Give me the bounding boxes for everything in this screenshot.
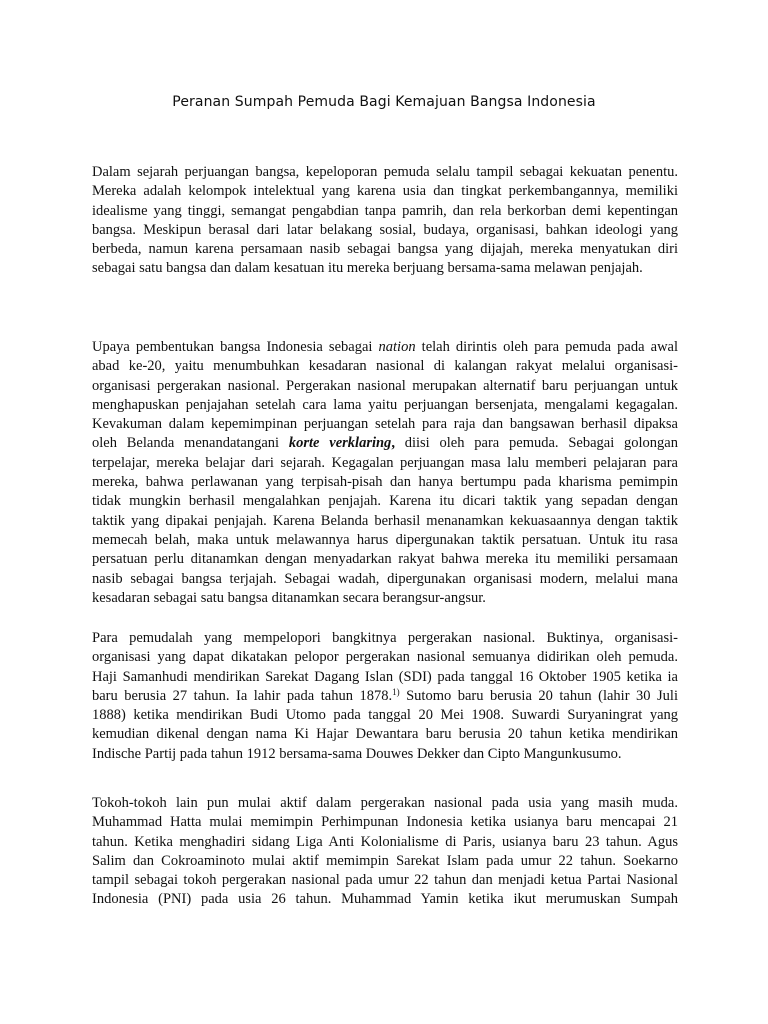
paragraph-line: memecah belah, maka untuk melawannya harus dipergunakan taktik persatuan. Untuk itu rasa [92, 531, 678, 548]
paragraph-line: bangsa. Meskipun berasal dari latar belakang sosial, budaya, organisasi, bahkan ideologi yang [92, 221, 678, 238]
paragraph-line: tahun. Ketika menghadiri sidang Liga Anti Kolonialisme di Paris, usianya baru 23 tahun. Agus [92, 833, 678, 850]
paragraph-line: organisasi pergerakan nasional. Pergerakan nasional merupakan alternatif baru perjuangan untuk [92, 377, 678, 394]
paragraph-3 [92, 629, 678, 764]
paragraph-line: tampil sebagai tokoh pergerakan nasional pada umur 22 tahun dan menjadi ketua Partai Nasional [92, 872, 678, 889]
paragraph-line: nasib sebagai bangsa terjajah. Sebagai wadah, dipergunakan organisasi modern, melalui mana [92, 570, 678, 587]
footnote-reference: 1) [392, 686, 400, 697]
text-run: oleh Belanda menandatangani [92, 435, 289, 452]
paragraph-line: Salim dan Cokroaminoto mulai aktif memimpin Sarekat Islam pada umur 22 tahun. Soekarno [92, 852, 678, 869]
paragraph-line: Indische Partij pada tahun 1912 bersama-sama Douwes Dekker dan Cipto Mangunkusumo. [92, 745, 622, 762]
paragraph-line: Kevakuman dalam kepemimpinan perjuangan setelah para raja dan bangsawan berhasil dipaksa [92, 416, 678, 433]
bold-italic-term-korte-verklaring: korte verklaring [288, 435, 392, 452]
text-run: telah dirintis oleh para pemuda pada awal [415, 339, 679, 355]
paragraph-line: Para pemudalah yang mempelopori bangkitnya pergerakan nasional. Buktinya, organisasi- [92, 630, 678, 646]
document-title: Peranan Sumpah Pemuda Bagi Kemajuan Bangsa Indonesia [172, 94, 596, 110]
paragraph-line: menghapuskan penjajahan setelah cara lama yaitu perjuangan bersenjata, mengalami kegagalan. [92, 396, 678, 413]
paragraph-line: taktik yang dipakai penjajah. Karena Belanda berhasil menanamkan kekuasaannya dengan taktik [92, 512, 678, 529]
text-run: diisi oleh para pemuda. Sebagai golongan [394, 435, 678, 452]
paragraph-line [92, 338, 678, 357]
text-run: Sutomo baru berusia 20 tahun (lahir 30 Juli [399, 687, 678, 704]
text-run: baru berusia 27 tahun. Ia lahir pada tahun 1878. [92, 687, 393, 704]
paragraph-1 [92, 163, 678, 279]
paragraph-line: idealisme yang tinggi, semangat pengabdian tanpa pamrih, dan rela berkorban demi kepentingan [92, 202, 678, 219]
paragraph-line: kemudian dikenal dengan nama Ki Hajar Dewantara baru berusia 20 tahun ketika mendirikan [92, 726, 678, 743]
paragraph-line [92, 434, 678, 453]
paragraph-line: tidak mungkin berhasil mengalahkan penjajah. Karena itu dicari taktik yang sepadan dengan [92, 493, 678, 510]
paragraph-line: organisasi yang dapat dikatakan pelopor pergerakan nasional semuanya didirikan oleh pemuda. [92, 649, 678, 666]
paragraph-line: Indonesia (PNI) pada usia 26 tahun. Muhammad Yamin ketika ikut merumuskan Sumpah [92, 891, 678, 908]
paragraph-line: 1888) ketika mendirikan Budi Utomo pada tanggal 20 Mei 1908. Suwardi Suryaningrat yang [92, 707, 678, 724]
text-run: Upaya pembentukan bangsa Indonesia sebagai [92, 339, 379, 355]
paragraph-line: Muhammad Hatta mulai memimpin Perhimpunan Indonesia ketika usianya baru mencapai 21 [92, 814, 678, 831]
paragraph-line: Mereka adalah kelompok intelektual yang karena usia dan tingkat perkembangannya, memiliki [92, 183, 678, 200]
paragraph-line: mereka, bahwa perlawanan yang terpisah-pisah dan hanya bertumpu pada kharisma pemimpin [92, 474, 678, 491]
paragraph-line [92, 687, 678, 706]
paragraph-2 [92, 338, 678, 608]
paragraph-4 [92, 794, 678, 910]
paragraph-line: Dalam sejarah perjuangan bangsa, kepeloporan pemuda selalu tampil sebagai kekuatan penentu. [92, 164, 678, 180]
paragraph-line: berbeda, namun karena persamaan nasib sebagai bangsa yang dijajah, mereka menyatukan diri [92, 241, 678, 258]
paragraph-line: Tokoh-tokoh lain pun mulai aktif dalam pergerakan nasional pada usia yang masih muda. [92, 795, 678, 811]
text-run: , [391, 435, 395, 452]
paragraph-line: Haji Samanhudi mendirikan Sarekat Dagang Islan (SDI) pada tanggal 16 Oktober 1905 ketika ia [92, 668, 678, 685]
paragraph-line: sebagai satu bangsa dan dalam kesatuan itu mereka berjuang bersama-sama melawan penjajah. [92, 260, 643, 277]
paragraph-line: persatuan perlu ditanamkan dengan menyadarkan rakyat bahwa mereka itu memiliki persamaan [92, 551, 678, 568]
italic-term-nation: nation [378, 339, 416, 355]
paragraph-line: abad ke-20, yaitu menumbuhkan kesadaran nasional di kalangan rakyat melalui organisasi- [92, 358, 678, 375]
paragraph-line: kesadaran sebagai satu bangsa ditanamkan secara berangsur-angsur. [92, 589, 486, 606]
paragraph-line: terpelajar, mereka belajar dari sejarah. Kegagalan perjuangan masa lalu memberi pelajaran para [92, 454, 678, 471]
